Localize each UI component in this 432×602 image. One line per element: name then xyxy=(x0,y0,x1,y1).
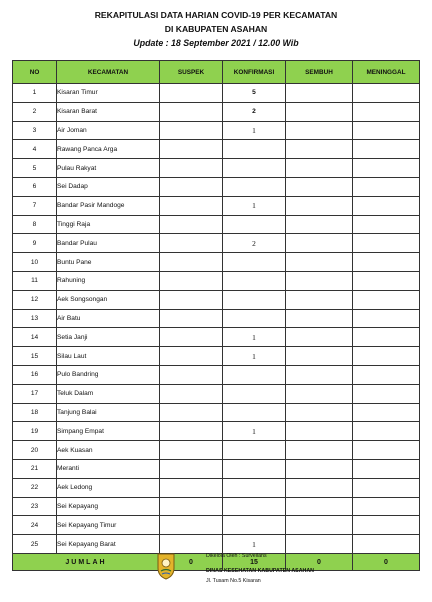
cell-suspek xyxy=(160,234,223,253)
cell-suspek xyxy=(160,215,223,234)
cell-sembuh xyxy=(286,347,353,366)
cell-kecamatan: Aek Songsongan xyxy=(57,290,160,309)
cell-no: 13 xyxy=(13,309,57,328)
cell-konfirmasi xyxy=(223,215,286,234)
cell-no: 9 xyxy=(13,234,57,253)
table-row xyxy=(13,253,420,272)
cell-suspek xyxy=(160,365,223,384)
total-sembuh: 0 xyxy=(286,553,353,570)
table-row xyxy=(13,159,420,178)
cell-kecamatan: Aek Kuasan xyxy=(57,441,160,460)
cell-suspek xyxy=(160,403,223,422)
cell-suspek xyxy=(160,459,223,478)
cell-suspek xyxy=(160,422,223,441)
cell-meninggal xyxy=(353,102,420,121)
table-row xyxy=(13,497,420,516)
table-row xyxy=(13,441,420,460)
cell-sembuh xyxy=(286,441,353,460)
cell-no: 6 xyxy=(13,177,57,196)
table-row xyxy=(13,384,420,403)
cell-konfirmasi xyxy=(223,177,286,196)
cell-sembuh xyxy=(286,328,353,347)
column-header-konfirmasi: KONFIRMASI xyxy=(223,61,286,84)
cell-kecamatan: Pulo Bandring xyxy=(57,365,160,384)
cell-meninggal xyxy=(353,403,420,422)
cell-kecamatan: Rahuning xyxy=(57,271,160,290)
cell-suspek xyxy=(160,516,223,535)
cell-sembuh xyxy=(286,403,353,422)
cell-meninggal xyxy=(353,441,420,460)
cell-meninggal xyxy=(353,196,420,215)
cell-no: 24 xyxy=(13,516,57,535)
cell-meninggal xyxy=(353,177,420,196)
footer-agency: DINAS KESEHATAN KABUPATEN ASAHAN xyxy=(206,568,314,574)
cell-meninggal xyxy=(353,516,420,535)
table-row xyxy=(13,215,420,234)
cell-konfirmasi xyxy=(223,159,286,178)
cell-meninggal xyxy=(353,422,420,441)
cell-sembuh xyxy=(286,309,353,328)
column-header-kecamatan: KECAMATAN xyxy=(57,61,160,84)
covid-recap-table xyxy=(12,60,420,571)
cell-no: 17 xyxy=(13,384,57,403)
total-label: JUMLAH xyxy=(13,553,160,570)
cell-no: 22 xyxy=(13,478,57,497)
table-row xyxy=(13,84,420,103)
cell-konfirmasi xyxy=(223,459,286,478)
table-row xyxy=(13,140,420,159)
cell-meninggal xyxy=(353,140,420,159)
cell-sembuh xyxy=(286,121,353,140)
cell-kecamatan: Meranti xyxy=(57,459,160,478)
cell-konfirmasi: 5 xyxy=(223,84,286,103)
cell-konfirmasi: 1 xyxy=(223,121,286,140)
cell-konfirmasi xyxy=(223,365,286,384)
table-row xyxy=(13,271,420,290)
cell-sembuh xyxy=(286,215,353,234)
cell-konfirmasi: 1 xyxy=(223,196,286,215)
cell-sembuh xyxy=(286,234,353,253)
cell-meninggal xyxy=(353,215,420,234)
cell-sembuh xyxy=(286,290,353,309)
cell-suspek xyxy=(160,140,223,159)
cell-meninggal xyxy=(353,535,420,554)
cell-meninggal xyxy=(353,459,420,478)
cell-no: 3 xyxy=(13,121,57,140)
cell-suspek xyxy=(160,441,223,460)
table-row xyxy=(13,102,420,121)
cell-kecamatan: Tanjung Balai xyxy=(57,403,160,422)
cell-sembuh xyxy=(286,177,353,196)
table-row xyxy=(13,121,420,140)
cell-kecamatan: Rawang Panca Arga xyxy=(57,140,160,159)
cell-no: 8 xyxy=(13,215,57,234)
cell-konfirmasi xyxy=(223,290,286,309)
cell-sembuh xyxy=(286,271,353,290)
cell-konfirmasi: 1 xyxy=(223,347,286,366)
cell-sembuh xyxy=(286,196,353,215)
total-meninggal: 0 xyxy=(353,553,420,570)
cell-suspek xyxy=(160,478,223,497)
footer-managed-by: Dikelola Oleh : Surveilans xyxy=(206,553,267,559)
cell-sembuh xyxy=(286,140,353,159)
table-row xyxy=(13,365,420,384)
cell-no: 7 xyxy=(13,196,57,215)
table-row xyxy=(13,309,420,328)
cell-kecamatan: Sei Kepayang Timur xyxy=(57,516,160,535)
table-row xyxy=(13,347,420,366)
cell-no: 5 xyxy=(13,159,57,178)
table-row xyxy=(13,478,420,497)
cell-no: 4 xyxy=(13,140,57,159)
cell-meninggal xyxy=(353,384,420,403)
cell-sembuh xyxy=(286,384,353,403)
cell-kecamatan: Teluk Dalam xyxy=(57,384,160,403)
total-konfirmasi: 15 xyxy=(223,553,286,570)
report-update-date: Update : 18 September 2021 / 12.00 Wib xyxy=(133,38,299,48)
cell-kecamatan: Air Batu xyxy=(57,309,160,328)
cell-no: 14 xyxy=(13,328,57,347)
cell-suspek xyxy=(160,84,223,103)
cell-suspek xyxy=(160,290,223,309)
cell-no: 18 xyxy=(13,403,57,422)
cell-konfirmasi xyxy=(223,478,286,497)
cell-suspek xyxy=(160,196,223,215)
cell-no: 10 xyxy=(13,253,57,272)
cell-kecamatan: Tinggi Raja xyxy=(57,215,160,234)
cell-no: 15 xyxy=(13,347,57,366)
cell-suspek xyxy=(160,271,223,290)
cell-suspek xyxy=(160,121,223,140)
cell-konfirmasi xyxy=(223,384,286,403)
table-row xyxy=(13,234,420,253)
cell-sembuh xyxy=(286,102,353,121)
cell-kecamatan: Kisaran Timur xyxy=(57,84,160,103)
cell-kecamatan: Sei Dadap xyxy=(57,177,160,196)
cell-suspek xyxy=(160,328,223,347)
column-header-meninggal: MENINGGAL xyxy=(353,61,420,84)
cell-meninggal xyxy=(353,478,420,497)
column-header-sembuh: SEMBUH xyxy=(286,61,353,84)
table-row xyxy=(13,403,420,422)
cell-konfirmasi xyxy=(223,516,286,535)
cell-no: 19 xyxy=(13,422,57,441)
cell-konfirmasi: 1 xyxy=(223,422,286,441)
table-row xyxy=(13,459,420,478)
cell-no: 16 xyxy=(13,365,57,384)
table-row xyxy=(13,328,420,347)
cell-meninggal xyxy=(353,253,420,272)
cell-meninggal xyxy=(353,309,420,328)
cell-meninggal xyxy=(353,365,420,384)
cell-sembuh xyxy=(286,159,353,178)
cell-no: 11 xyxy=(13,271,57,290)
cell-suspek xyxy=(160,102,223,121)
cell-no: 23 xyxy=(13,497,57,516)
cell-meninggal xyxy=(353,159,420,178)
cell-sembuh xyxy=(286,497,353,516)
cell-sembuh xyxy=(286,459,353,478)
cell-sembuh xyxy=(286,84,353,103)
cell-kecamatan: Buntu Pane xyxy=(57,253,160,272)
cell-meninggal xyxy=(353,271,420,290)
cell-konfirmasi xyxy=(223,497,286,516)
cell-meninggal xyxy=(353,497,420,516)
cell-sembuh xyxy=(286,535,353,554)
cell-konfirmasi xyxy=(223,253,286,272)
cell-no: 1 xyxy=(13,84,57,103)
table-row xyxy=(13,422,420,441)
cell-suspek xyxy=(160,177,223,196)
cell-konfirmasi xyxy=(223,140,286,159)
cell-meninggal xyxy=(353,290,420,309)
cell-meninggal xyxy=(353,347,420,366)
table-row xyxy=(13,516,420,535)
cell-kecamatan: Setia Janji xyxy=(57,328,160,347)
cell-konfirmasi xyxy=(223,309,286,328)
column-header-no: NO xyxy=(13,61,57,84)
cell-kecamatan: Sei Kepayang xyxy=(57,497,160,516)
table-row xyxy=(13,196,420,215)
cell-kecamatan: Aek Ledong xyxy=(57,478,160,497)
cell-sembuh xyxy=(286,516,353,535)
cell-konfirmasi: 2 xyxy=(223,234,286,253)
cell-kecamatan: Air Joman xyxy=(57,121,160,140)
cell-meninggal xyxy=(353,84,420,103)
cell-kecamatan: Kisaran Barat xyxy=(57,102,160,121)
cell-suspek xyxy=(160,384,223,403)
cell-sembuh xyxy=(286,253,353,272)
cell-suspek xyxy=(160,535,223,554)
total-suspek: 0 xyxy=(160,553,223,570)
cell-sembuh xyxy=(286,422,353,441)
cell-kecamatan: Bandar Pulau xyxy=(57,234,160,253)
cell-suspek xyxy=(160,497,223,516)
footer-address: Jl. Tusam No.5 Kisaran xyxy=(206,578,261,584)
cell-no: 21 xyxy=(13,459,57,478)
table-header-row xyxy=(13,61,420,84)
cell-sembuh xyxy=(286,365,353,384)
cell-konfirmasi: 2 xyxy=(223,102,286,121)
cell-konfirmasi: 1 xyxy=(223,328,286,347)
cell-suspek xyxy=(160,159,223,178)
report-title-line2: DI KABUPATEN ASAHAN xyxy=(164,24,268,34)
cell-konfirmasi xyxy=(223,271,286,290)
cell-suspek xyxy=(160,253,223,272)
table-row xyxy=(13,535,420,554)
table-row xyxy=(13,177,420,196)
cell-meninggal xyxy=(353,234,420,253)
report-title-line1: REKAPITULASI DATA HARIAN COVID-19 PER KECAMATAN xyxy=(94,10,338,20)
cell-kecamatan: Bandar Pasir Mandoge xyxy=(57,196,160,215)
cell-no: 20 xyxy=(13,441,57,460)
cell-no: 2 xyxy=(13,102,57,121)
cell-kecamatan: Simpang Empat xyxy=(57,422,160,441)
table-row xyxy=(13,290,420,309)
cell-no: 12 xyxy=(13,290,57,309)
cell-kecamatan: Sei Kepayang Barat xyxy=(57,535,160,554)
cell-konfirmasi: 1 xyxy=(223,535,286,554)
cell-kecamatan: Pulau Rakyat xyxy=(57,159,160,178)
cell-meninggal xyxy=(353,328,420,347)
column-header-suspek: SUSPEK xyxy=(160,61,223,84)
cell-konfirmasi xyxy=(223,403,286,422)
cell-suspek xyxy=(160,347,223,366)
cell-suspek xyxy=(160,309,223,328)
cell-kecamatan: Silau Laut xyxy=(57,347,160,366)
cell-konfirmasi xyxy=(223,441,286,460)
asahan-regency-emblem-icon xyxy=(156,552,176,580)
cell-sembuh xyxy=(286,478,353,497)
cell-no: 25 xyxy=(13,535,57,554)
cell-meninggal xyxy=(353,121,420,140)
